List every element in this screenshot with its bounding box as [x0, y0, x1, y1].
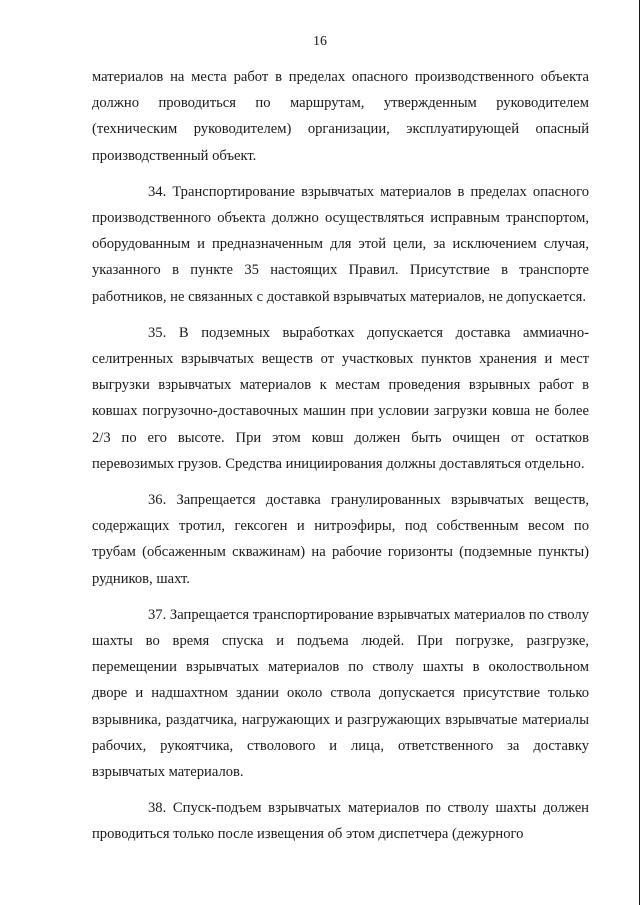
paragraph-38: 38. Спуск-подъем взрывчатых материалов по стволу шахты должен проводиться только после извещения об этом диспетчера (дежурного — [92, 800, 589, 843]
paragraph-36: 36. Запрещается доставка гранулированных взрывчатых веществ, содержащих тротил, гексоген и нитроэфиры, под собственным весом по трубам (обсаженным скважинам) на рабочие горизонты (подземные пункты) рудников, шахт. — [92, 492, 589, 587]
paragraph-35: 35. В подземных выработках допускается доставка аммиачно-селитренных взрывчатых веществ от участковых пунктов хранения и мест выгрузки взрывчатых материалов к местам проведения взрывных работ в ковшах погрузочно-доставочных машин при условии загрузки ковша не более 2/3 по его высоте. При этом ковш должен быть очищен от остатков перевозимых грузов. Средства инициирования должны доставляться отдельно. — [92, 324, 589, 472]
document-body — [92, 64, 589, 848]
paragraph-continuation: материалов на места работ в пределах опасного производственного объекта должно проводиться по маршрутам, утвержденным руководителем (техническим руководителем) организации, эксплуатирующей опасный производственный объект. — [92, 69, 589, 164]
paragraph-37: 37. Запрещается транспортирование взрывчатых материалов по стволу шахты во время спуска и подъема людей. При погрузке, разгрузке, перемещении взрывчатых материалов по стволу шахты в околоствольном дворе и надшахтном здании около ствола допускается присутствие только взрывника, раздатчика, нагружающих и разгружающих взрывчатые материалы рабочих, рукоятчика, стволового и лица, ответственного за доставку взрывчатых материалов. — [92, 606, 589, 781]
page-number: 16 — [313, 34, 327, 49]
paragraph-34: 34. Транспортирование взрывчатых материалов в пределах опасного производственного объекта должно осуществляться исправным транспортом, оборудованным и предназначенным для этой цели, за исключением случая, указанного в пункте 35 настоящих Правил. Присутствие в транспорте работников, не связанных с доставкой взрывчатых материалов, не допускается. — [92, 183, 589, 305]
